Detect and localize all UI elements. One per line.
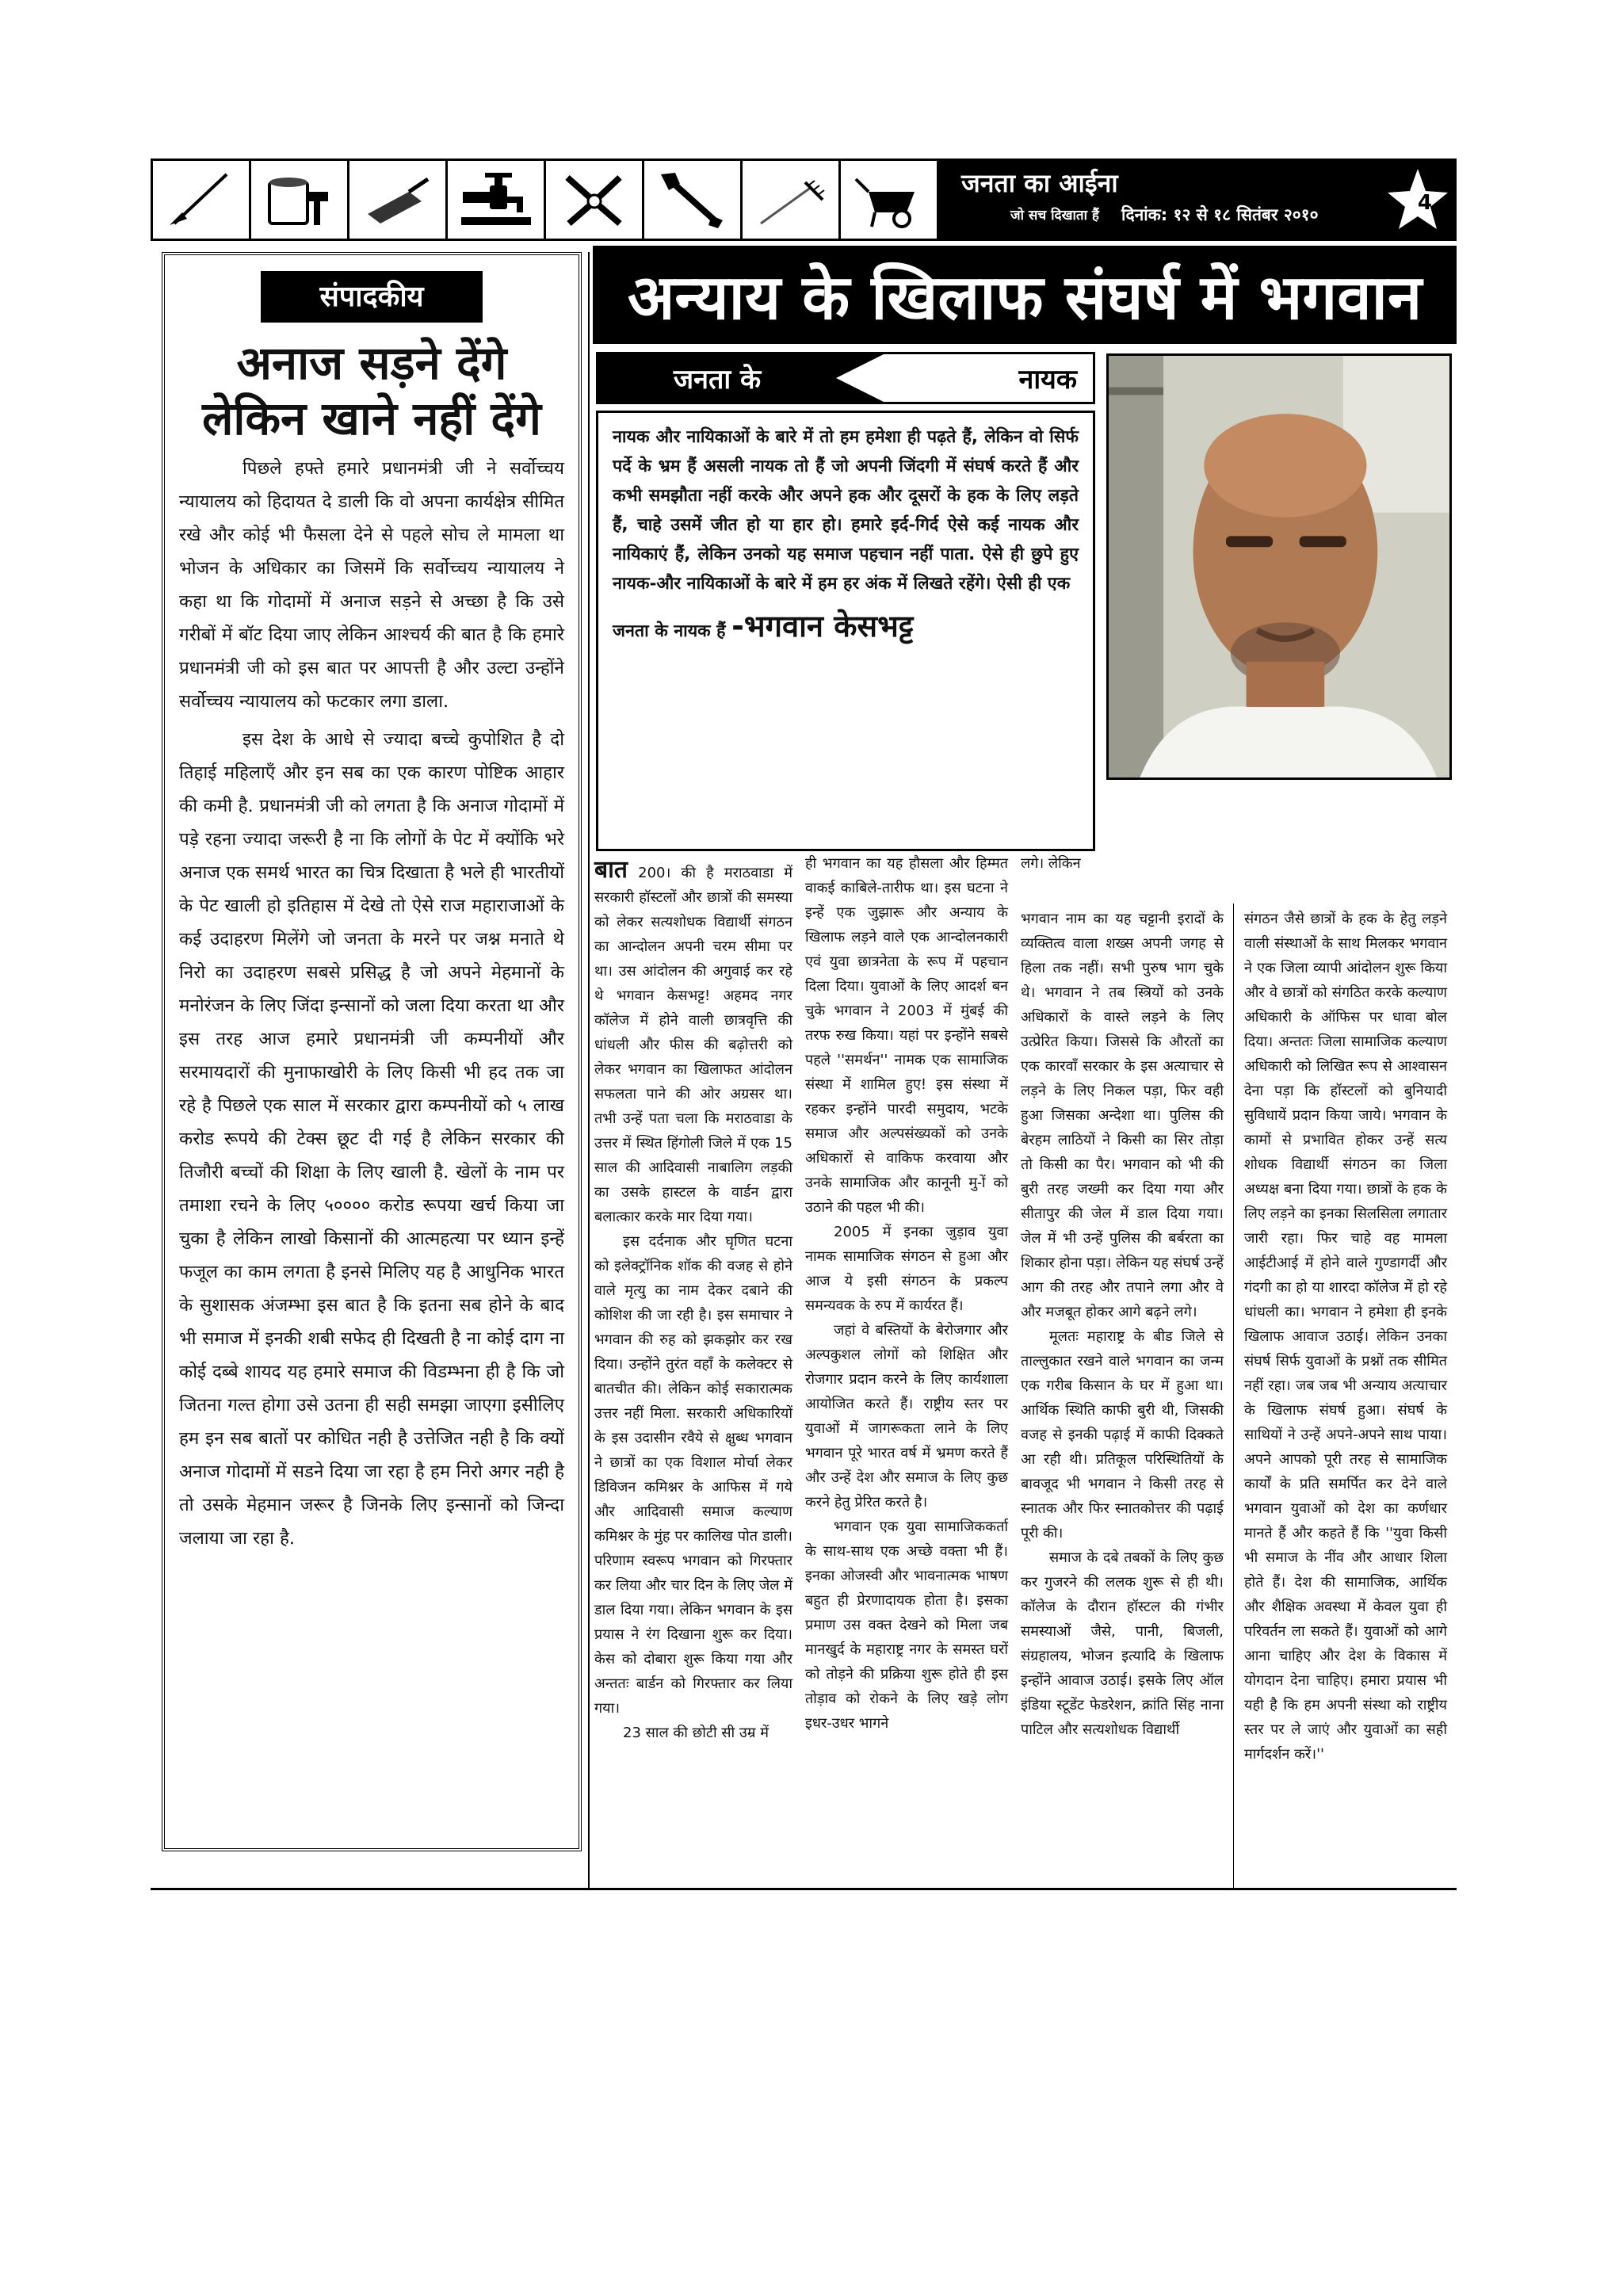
column-divider [588, 252, 590, 1888]
column-paragraph: जहां वे बस्तियों के बेरोजगार और अल्पकुशल लोगों को शिक्षित और रोजगार प्रदान करने के लिए कार्यशाला आयोजित करते हैं। राष्ट्रीय स्तर पर युवाओं में जागरूकता लाने के लिए भगवान पूरे भारत वर्ष में भ्रमण करते हैं और उन्हें देश और समाज के लिए कुछ करने हेतु प्रेरित करते है। [805, 1322, 1008, 1511]
column-paragraph: 2005 में इनका जुड़ाव युवा नामक सामाजिक संगठन से हुआ और आज ये इसी संगठन के प्रकल्प समन्यवक के रुप में कार्यरत हैं। [805, 1224, 1008, 1314]
wrench-icon [644, 161, 743, 239]
article-column-3 [1021, 907, 1224, 1742]
portrait-photo [1106, 353, 1452, 780]
janta-ke-nayak-banner [596, 352, 1095, 404]
intro-signature [613, 605, 1079, 646]
column-divider [1233, 904, 1234, 1888]
article-column-4 [1244, 907, 1447, 1767]
column-paragraph: इस दर्दनाक और घृणित घटना को इलेक्ट्रॉनिक शॉक की वजह से होने वाले मृत्यु का नाम देकर दबाने की कोशिश की जा रही है। इस समाचार ने भगवान की रुह को झकझोर कर रख दिया। उन्होंने तुरंत वहाँ के कलेक्टर से बातचीत की। लेकिन कोई सकारात्मक उत्तर नहीं मिला. सरकारी अधिकारियों के इस उदासीन रवैये से क्षुब्ध भगवान ने छात्रों का एक विशाल मोर्चा लेकर डिविजन कमिश्नर के आफिस में गये और आदिवासी समाज कल्याण कमिश्नर के मुंह पर कालिख पोत डाली। परिणाम स्वरूप भगवान को गिरफ्तार कर लिया और चार दिन के लिए जेल में डाल दिया गया। लेकिन भगवान के इस प्रयास ने रंग दिखाना शुरू कर दिया। केस को दोबारा शुरू किया गया और अन्ततः बार्डन को गिरफ्तार कर लिया गया। [594, 1233, 792, 1717]
banner-left-text: जनता के [673, 364, 762, 395]
editorial-box [162, 252, 582, 1851]
page-number: 4 [1417, 191, 1432, 215]
signature-name: -भगवान केसभट्ट [731, 609, 914, 644]
signature-prefix: जनता के नायक हैं [613, 621, 726, 641]
editorial-paragraph: इस देश के आधे से ज्यादा बच्चे कुपोशित है दो तिहाई महिलाएँ और इन सब का एक कारण पोष्टिक आहार की कमी है. प्रधानमंत्री जी को लगता है कि अनाज गोदामों में पड़े रहना ज्यादा जरूरी है ना कि लोगों के पेट में क्योंकि भरे अनाज एक समर्थ भारत का चित्र दिखाता है भले ही भारतीयों के पेट खाली हो इतिहास में देखे तो ऐसे राज महाराजाओं के कई उदाहरण मिलेंगे जो जनता के मरने पर जश्न मनाते थे निरो का उदाहरण सबसे प्रसिद्ध है जो अपने मेहमानों के मनोरंजन के लिए जिंदा इन्सानों को जला दिया करता था और इस तरह आज हमारे प्रधानमंत्री जी कम्पनीयों और सरमायदारों की मुनाफाखोरी के लिए किसी भी हद तक जा रहे है पिछले एक साल में सरकार द्वारा कम्पनीयों को ५ लाख करोड रूपये की टेक्स छूट दी गई है लेकिन सरकार की तिजौरी बच्चों की शिक्षा के लिए खाली है. खेलों के नाम पर तमाशा रचने के लिए ५०००० करोड रूपया खर्च किया जा चुका है लेकिन लाखो किसानों की आत्महत्या पर ध्यान इन्हें फजूल का काम लगता है इनसे मिलिए यह है आधुनिक भारत के सुशासक अंजम्भा इस बात है कि इतना सब होने के बाद भी समाज में इनकी शबी सफेद ही दिखती है ना कोई दाग ना कोई दब्बे शायद यह हमारे समाज की विडम्भना ही है कि जो जितना गल्त होगा उसे उतना ही सही समझा जाएगा इसीलिए हम इन सब बातों पर कोधित नही है उत्तेजित नही है कि क्यों अनाज गोदामों में सडने दिया जा रहा है हम निरो अगर नही है तो उसके मेहमान जरूर है जिनके लिए इन्सानों को जिन्दा जलाया जा रहा है. [179, 729, 564, 1549]
paint-bucket-icon [251, 161, 349, 239]
editorial-paragraph: पिछले हफ्ते हमारे प्रधानमंत्री जी ने सर्वोच्चय न्यायालय को हिदायत दे डाली कि वो अपना कार्यक्षेत्र सीमित रखे और कोई भी फैसला देने से पहले सोच ले मामला था भोजन के अधिकार का जिसमें कि सर्वोच्चय न्यायालय ने कहा था कि गोदामों में अनाज सड़ने से अच्छा है कि उसे गरीबों में बॉट दिया जाए लेकिन आश्चर्य की बात है कि हमारे प्रधानमंत्री जी को इस बात पर आपत्ती है और उल्टा उन्होंने सर्वोच्चय न्यायालय को फटकार लगा डाला. [179, 458, 564, 712]
hoe-icon [153, 161, 251, 239]
article-title: अन्याय के खिलाफ संघर्ष में भगवान [593, 246, 1457, 344]
editorial-headline-line1: अनाज सड़ने देंगे [236, 336, 507, 390]
water-tap-icon [448, 161, 546, 239]
masthead-tagline: जो सच दिखाता हैं [1010, 208, 1099, 223]
column-paragraph: लगे। लेकिन [1021, 855, 1081, 872]
newspaper-page [151, 159, 1457, 1896]
bottom-rule [151, 1888, 1457, 1890]
column-paragraph: संगठन जैसे छात्रों के हक के हेतु लड़ने वाली संस्थाओं के साथ मिलकर भगवान ने एक जिला व्यापी आंदोलन शुरू किया और वे छात्रों को संगठित करके कल्याण अधिकारी के ऑफिस पर धावा बोल दिया। अन्ततः जिला सामाजिक कल्याण अधिकारी को लिखित रूप से आश्वासन देना पड़ा कि हॉस्टलों को बुनियादी सुविधायें प्रदान किया जाये। भगवान के कामों से प्रभावित होकर उन्हें सत्य शोधक विद्यार्थी संगठन का जिला अध्यक्ष बना दिया गया। छात्रों के हक के लिए लड़ने का इनका सिलसिला लगातार जारी रहा। फिर चाहे वह मामला आईटीआई में होने वाले गुण्डागर्दी और गंदगी का हो या शारदा कॉलेज में हो रहे धांधली का। भगवान ने हमेशा ही इनके खिलाफ आवाज उठाई। लेकिन उनका संघर्ष सिर्फ युवाओं के प्रश्नों तक सीमित नहीं रहा। जब जब भी अन्याय अत्याचार के खिलाफ संघर्ष हुआ। संघर्ष के साथियों ने उन्हें अपने-अपने साथ पाया। अपने आपको पूरी तरह से सामाजिक कार्यों के प्रति समर्पित कर देने वाले भगवान युवाओं को देश का कर्णधार मानते हैं और कहते हैं कि ''युवा किसी भी समाज के नींव और आधार शिला होते हैं। देश की सामाजिक, आर्थिक और शैक्षिक अवस्था में केवल युवा ही परिवर्तन ला सकते हैं। युवाओं को आगे आना चाहिए और देश के विकास में योगदान देना चाहिए। हमारा प्रयास भी यही है कि हम अपनी संस्था को राष्ट्रीय स्तर पर ले जाएं और युवाओं का सही मार्गदर्शन करें।'' [1244, 911, 1447, 1763]
intro-text: नायक और नायिकाओं के बारे में तो हम हमेशा ही पढ़ते हैं, लेकिन वो सिर्फ पर्दे के भ्रम हैं असली नायक तो हैं जो अपनी जिंदगी में संघर्ष करते हैं और कभी समझौता नहीं करके और अपने हक और दूसरों के हक के लिए लड़ते हैं, चाहे उसमें जीत हो या हार हो। हमारे इर्द-गिर्द ऐसे कई नायक और नायिकाएं हैं, लेकिन उनको यह समाज पहचान नहीं पाता. ऐसे ही छुपे हुए नायक-और नायिकाओं के बारे में हम हर अंक में लिखते रहेंगे। ऐसी ही एक [613, 427, 1079, 594]
column-paragraph: मूलतः महाराष्ट्र के बीड जिले से ताल्लुकात रखने वाले भगवान का जन्म एक गरीब किसान के घर में हुआ था। आर्थिक स्थिति काफी बुरी थी, जिसकी वजह से इनकी पढ़ाई में काफी दिक्कते आ रही थी। प्रतिकूल परिस्थितियों के बावजूद भी भगवान ने किसी तरह से स्नातक और फिर स्नातकोत्तर की पढ़ाई पूरी की। [1021, 1328, 1224, 1541]
intro-box [596, 411, 1095, 851]
column-paragraph: भगवान एक युवा सामाजिककर्ता के साथ-साथ एक अच्छे वक्ता भी हैं। इनका ओजस्वी और भावनात्मक भाषण बहुत ही प्रेरणादायक होता है। इसका प्रमाण उस वक्त देखने को मिला जब मानखुर्द के महाराष्ट्र नगर के समस्त घरों को तोड़ने की प्रक्रिया शुरू होते ही इस तोड़ाव को रोकने के लिए खड़े लोग इधर-उधर भागने [805, 1519, 1008, 1732]
rake-icon [743, 161, 841, 239]
trowel-icon [349, 161, 448, 239]
editorial-headline-line2: लेकिन खाने नहीं देंगे [202, 391, 541, 445]
banner-right-text: नायक [1018, 364, 1077, 395]
pliers-icon [546, 161, 644, 239]
wheelbarrow-icon [841, 161, 939, 239]
dropcap-word: बात [594, 856, 628, 884]
column-paragraph: भगवान नाम का यह चट्टानी इरादों के व्यक्तित्व वाला शख्स अपनी जगह से हिला तक नहीं। सभी पुरुष भाग चुके थे। भगवान ने तब स्त्रियों को उनके अधिकारों के वास्ते लड़ने के लिए उत्प्रेरित किया। जिससे कि औरतों का एक कारवाँ सरकार के इस अत्याचार से लड़ने के लिए निकल पड़ा, फिर वही हुआ जिसका अन्देशा था। पुलिस की बेरहम लाठियों ने किसी का सिर तोड़ा तो किसी का पैर। भगवान को भी की बुरी तरह जख्मी कर दिया गया और सीतापुर की जेल में डाल दिया गया। जेल में भी उन्हें पुलिस की बर्बरता का शिकार होना पड़ा। लेकिन यह संघर्ष उन्हें आग की तरह और तपाने लगा और वे और मजबूत होकर आगे बढ़ने लगे। [1021, 911, 1224, 1320]
masthead-title: जनता का आईना [961, 168, 1118, 198]
column-paragraph: 23 साल की छोटी सी उम्र में [623, 1725, 769, 1741]
article-column-3-top [1021, 851, 1097, 876]
column-paragraph: ही भगवान का यह हौसला और हिम्मत वाकई काबिले-तारीफ था। इस घटना ने इन्हें एक जुझारू और अन्याय के खिलाफ लड़ने वाले एक आन्दोलनकारी एवं युवा छात्रनेता के रूप में पहचान दिला दिया। युवाओं के लिए आदर्श बन चुके भगवान ने 2003 में मुंबई की तरफ रुख किया। यहां पर इन्होंने सबसे पहले ''समर्थन'' नामक एक सामाजिक संस्था में शामिल हुए! इस संस्था में रहकर इन्होंने पारदी समुदाय, भटके समाज और अल्पसंख्यकों को उनके अधिकारों से वाकिफ करवाया और उनके सामाजिक और कानूनी मु-ों को उठाने की पहल भी की। [805, 855, 1008, 1216]
article-column-2 [805, 851, 1008, 1736]
editorial-label: संपादकीय [261, 271, 483, 323]
article-column-1 [594, 858, 792, 1745]
column-paragraph: समाज के दबे तबकों के लिए कुछ कर गुजरने की ललक शुरू से ही थी। कॉलेज के दौरान हॉस्टल की गंभीर समस्याओं जैसे, पानी, बिजली, संग्रहालय, भोजन इत्यादि के खिलाफ इन्होंने आवाज उठाई। इसके लिए ऑल इंडिया स्टूडेंट फेडरेशन, क्रांति सिंह नाना पाटिल और सत्यशोधक विद्यार्थी [1021, 1549, 1224, 1738]
masthead [939, 161, 1454, 239]
column-paragraph: 200। की है मराठवाडा में सरकारी हॉस्टलों और छात्रों की समस्या को लेकर सत्यशोधक विद्यार्थी संगठन का आन्दोलन अपनी चरम सीमा पर था। उस आंदोलन की अगुवाई कर रहे थे भगवान केसभट्ट! अहमद नगर कॉलेज में होने वाली छात्रवृत्ति की धांधली और फीस की बढ़ोत्तरी को लेकर भगवान का खिलाफत आंदोलन सफलता पाने की ओर अग्रसर था। तभी उन्हें पता चला कि मराठवाडा के उत्तर में स्थित हिंगोली जिले में एक 15 साल की आदिवासी नाबालिग लड़की का उसके हास्टल के वार्डन द्वारा बलात्कार करके मार दिया गया। [594, 865, 792, 1225]
masthead-date: दिनांक: १२ से १८ सितंबर २०१० [1121, 205, 1319, 224]
header-strip [151, 159, 1457, 241]
